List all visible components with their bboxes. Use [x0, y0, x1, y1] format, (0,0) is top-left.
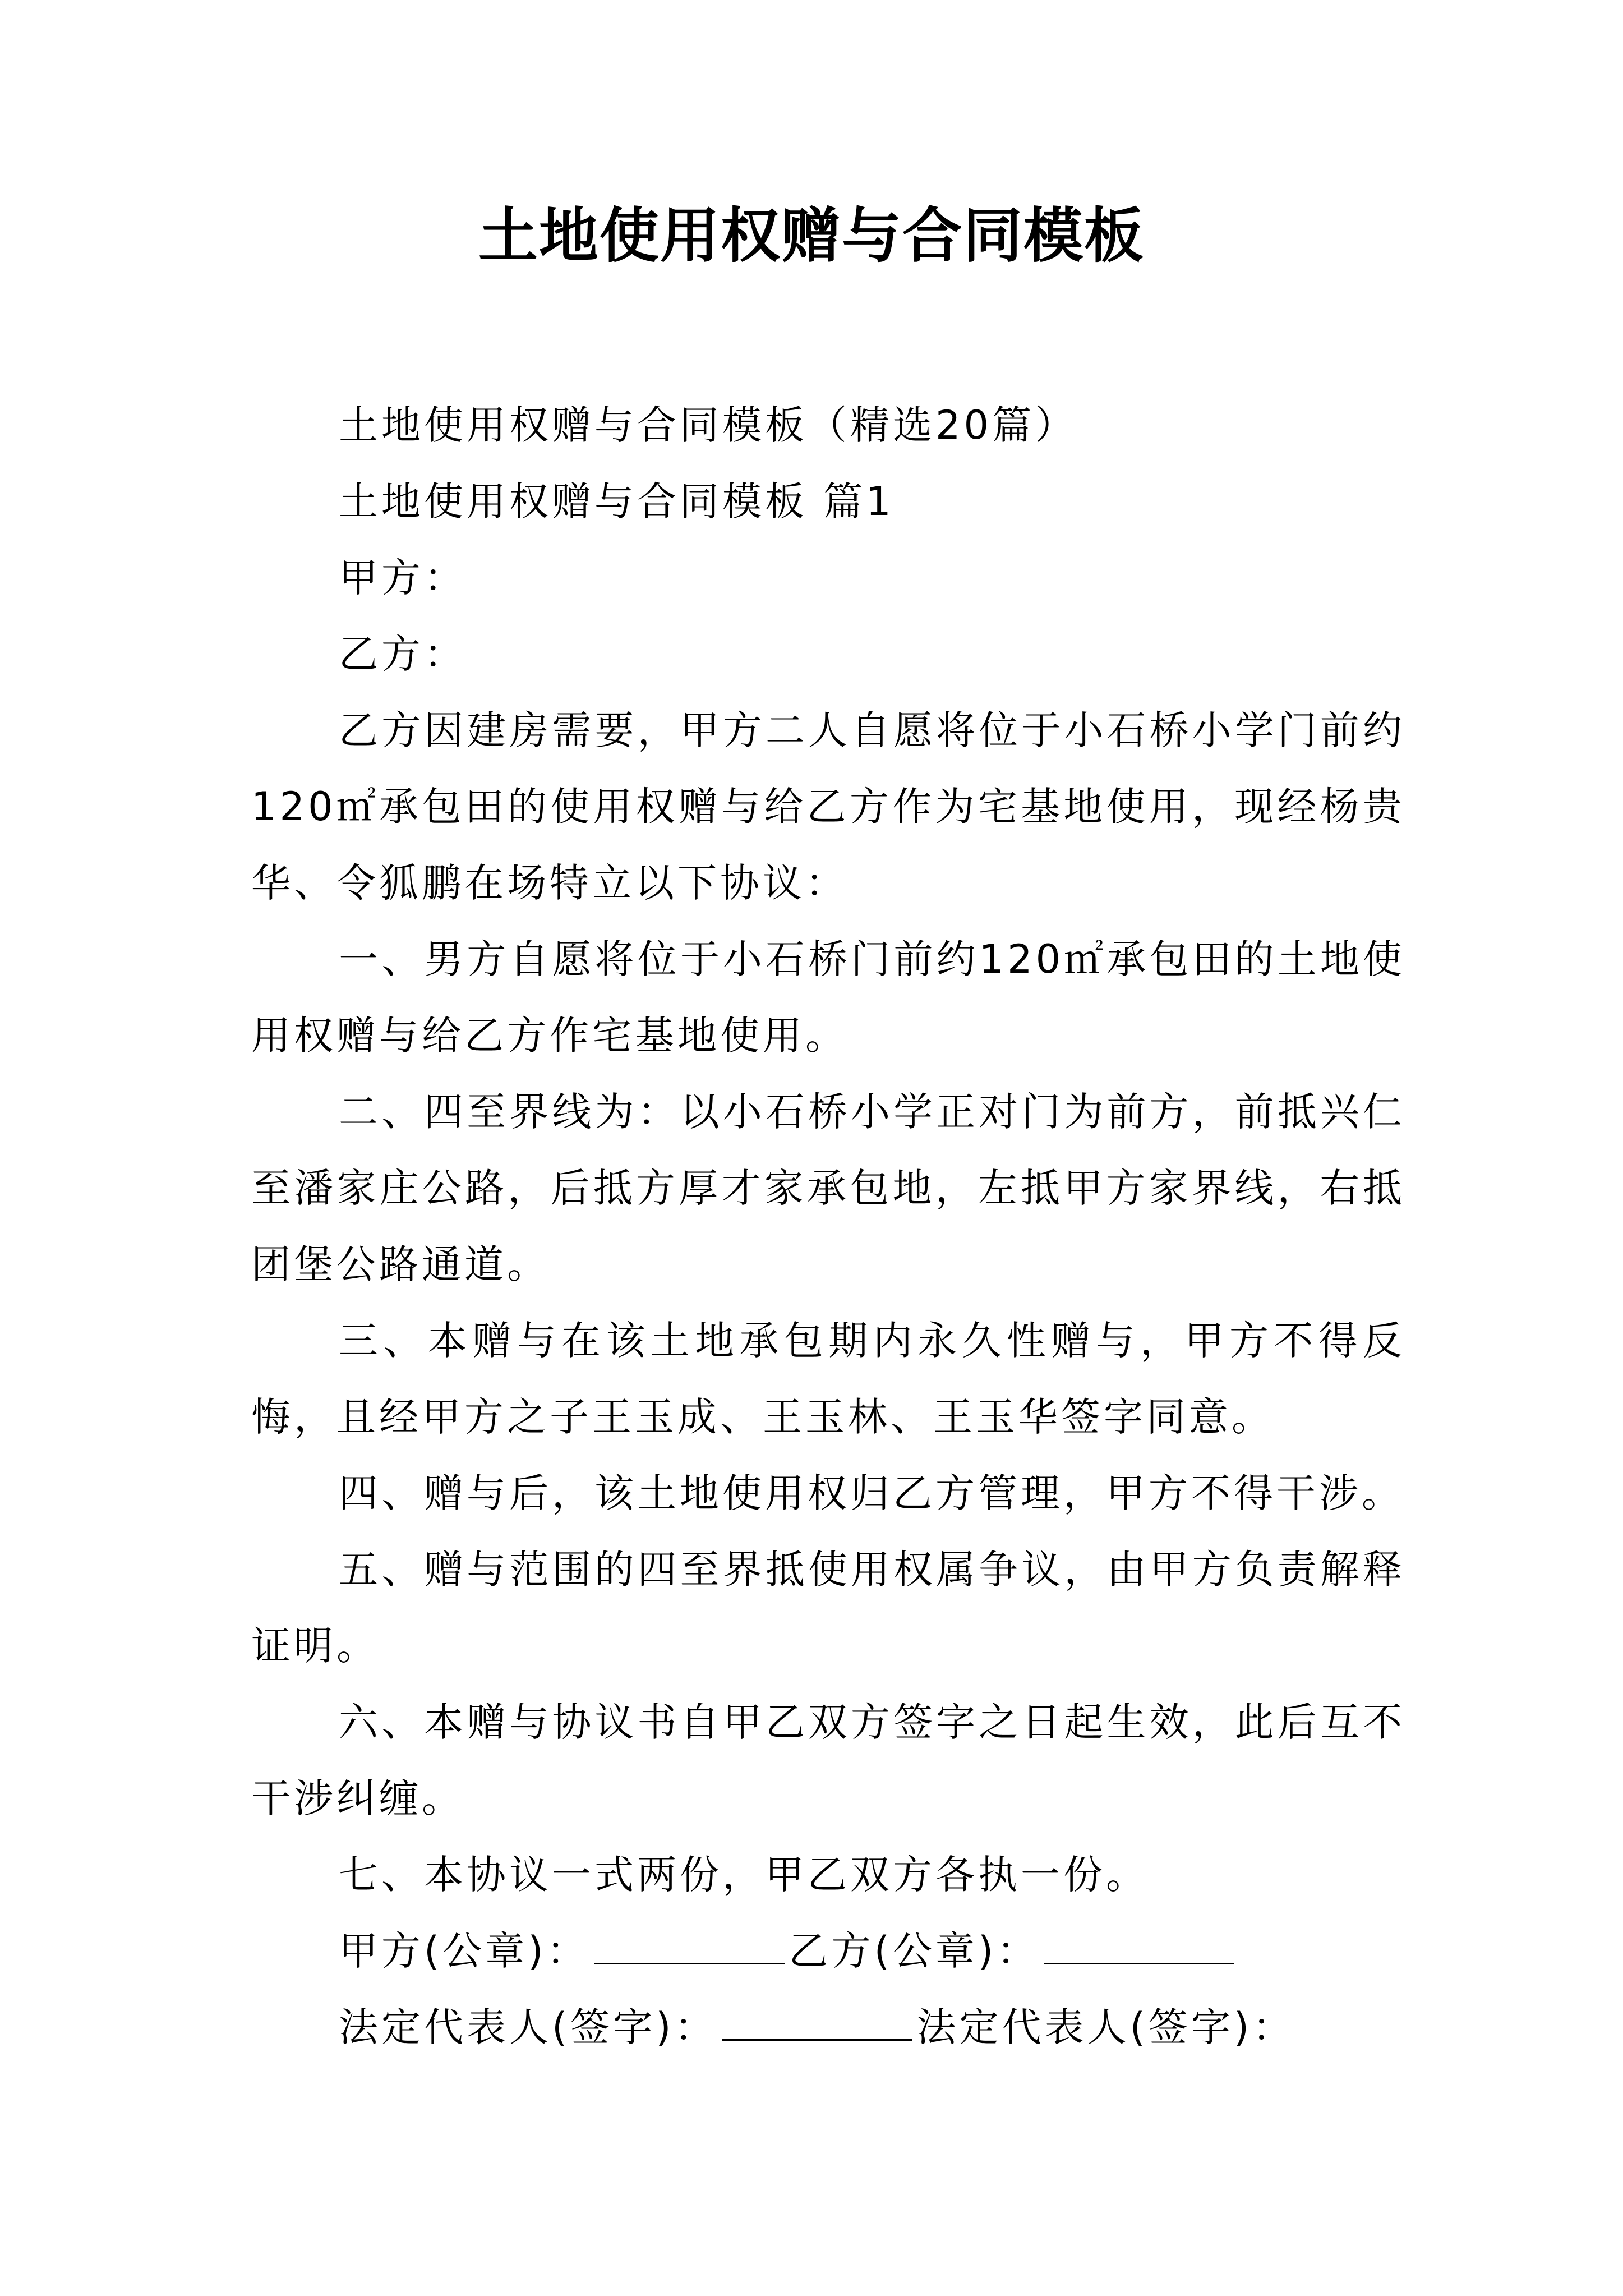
paragraph-clause-4: 四、赠与后，该土地使用权归乙方管理，甲方不得干涉。 [339, 1470, 1404, 1516]
rep-a-label: 法定代表人(签字)： [339, 2004, 717, 2050]
party-b-seal-label: 乙方(公章)： [789, 1928, 1040, 1974]
paragraph-section-heading: 土地使用权赠与合同模板 篇1 [339, 478, 895, 524]
paragraph-clause-1: 一、男方自愿将位于小石桥门前约120㎡承包田的土地使用权赠与给乙方作宅基地使用。 [251, 936, 1405, 1059]
signature-seal-line [251, 1913, 1405, 1989]
paragraph-clause-7: 七、本协议一式两份，甲乙双方各执一份。 [339, 1852, 1149, 1898]
signature-rep-line [251, 1989, 1405, 2065]
document-body [251, 387, 1405, 2065]
party-a-seal-label: 甲方(公章)： [339, 1928, 589, 1974]
rep-b-label: 法定代表人(签字)： [916, 2004, 1295, 2050]
party-b-seal-blank [1044, 1929, 1234, 1964]
paragraph-preamble: 乙方因建房需要，甲方二人自愿将位于小石桥小学门前约120㎡承包田的使用权赠与给乙方作为宅基地使用，现经杨贵华、令狐鹏在场特立以下协议： [251, 707, 1405, 906]
paragraph-party-b: 乙方： [339, 631, 467, 677]
rep-a-blank [722, 2005, 912, 2041]
paragraph-party-a: 甲方： [339, 555, 467, 601]
document-title: 土地使用权赠与合同模板 [478, 200, 1145, 270]
paragraph-clause-3: 三、本赠与在该土地承包期内永久性赠与，甲方不得反悔，且经甲方之子王玉成、王玉林、王玉华签字同意。 [251, 1318, 1405, 1440]
party-a-seal-blank [594, 1929, 785, 1964]
paragraph-clause-6: 六、本赠与协议书自甲乙双方签字之日起生效，此后互不干涉纠缠。 [251, 1699, 1405, 1821]
paragraph-clause-2: 二、四至界线为：以小石桥小学正对门为前方，前抵兴仁至潘家庄公路，后抵方厚才家承包地，左抵甲方家界线，右抵团堡公路通道。 [251, 1089, 1405, 1287]
paragraph-clause-5: 五、赠与范围的四至界抵使用权属争议，由甲方负责解释证明。 [251, 1547, 1405, 1669]
paragraph-subtitle: 土地使用权赠与合同模板（精选20篇） [339, 402, 1078, 448]
